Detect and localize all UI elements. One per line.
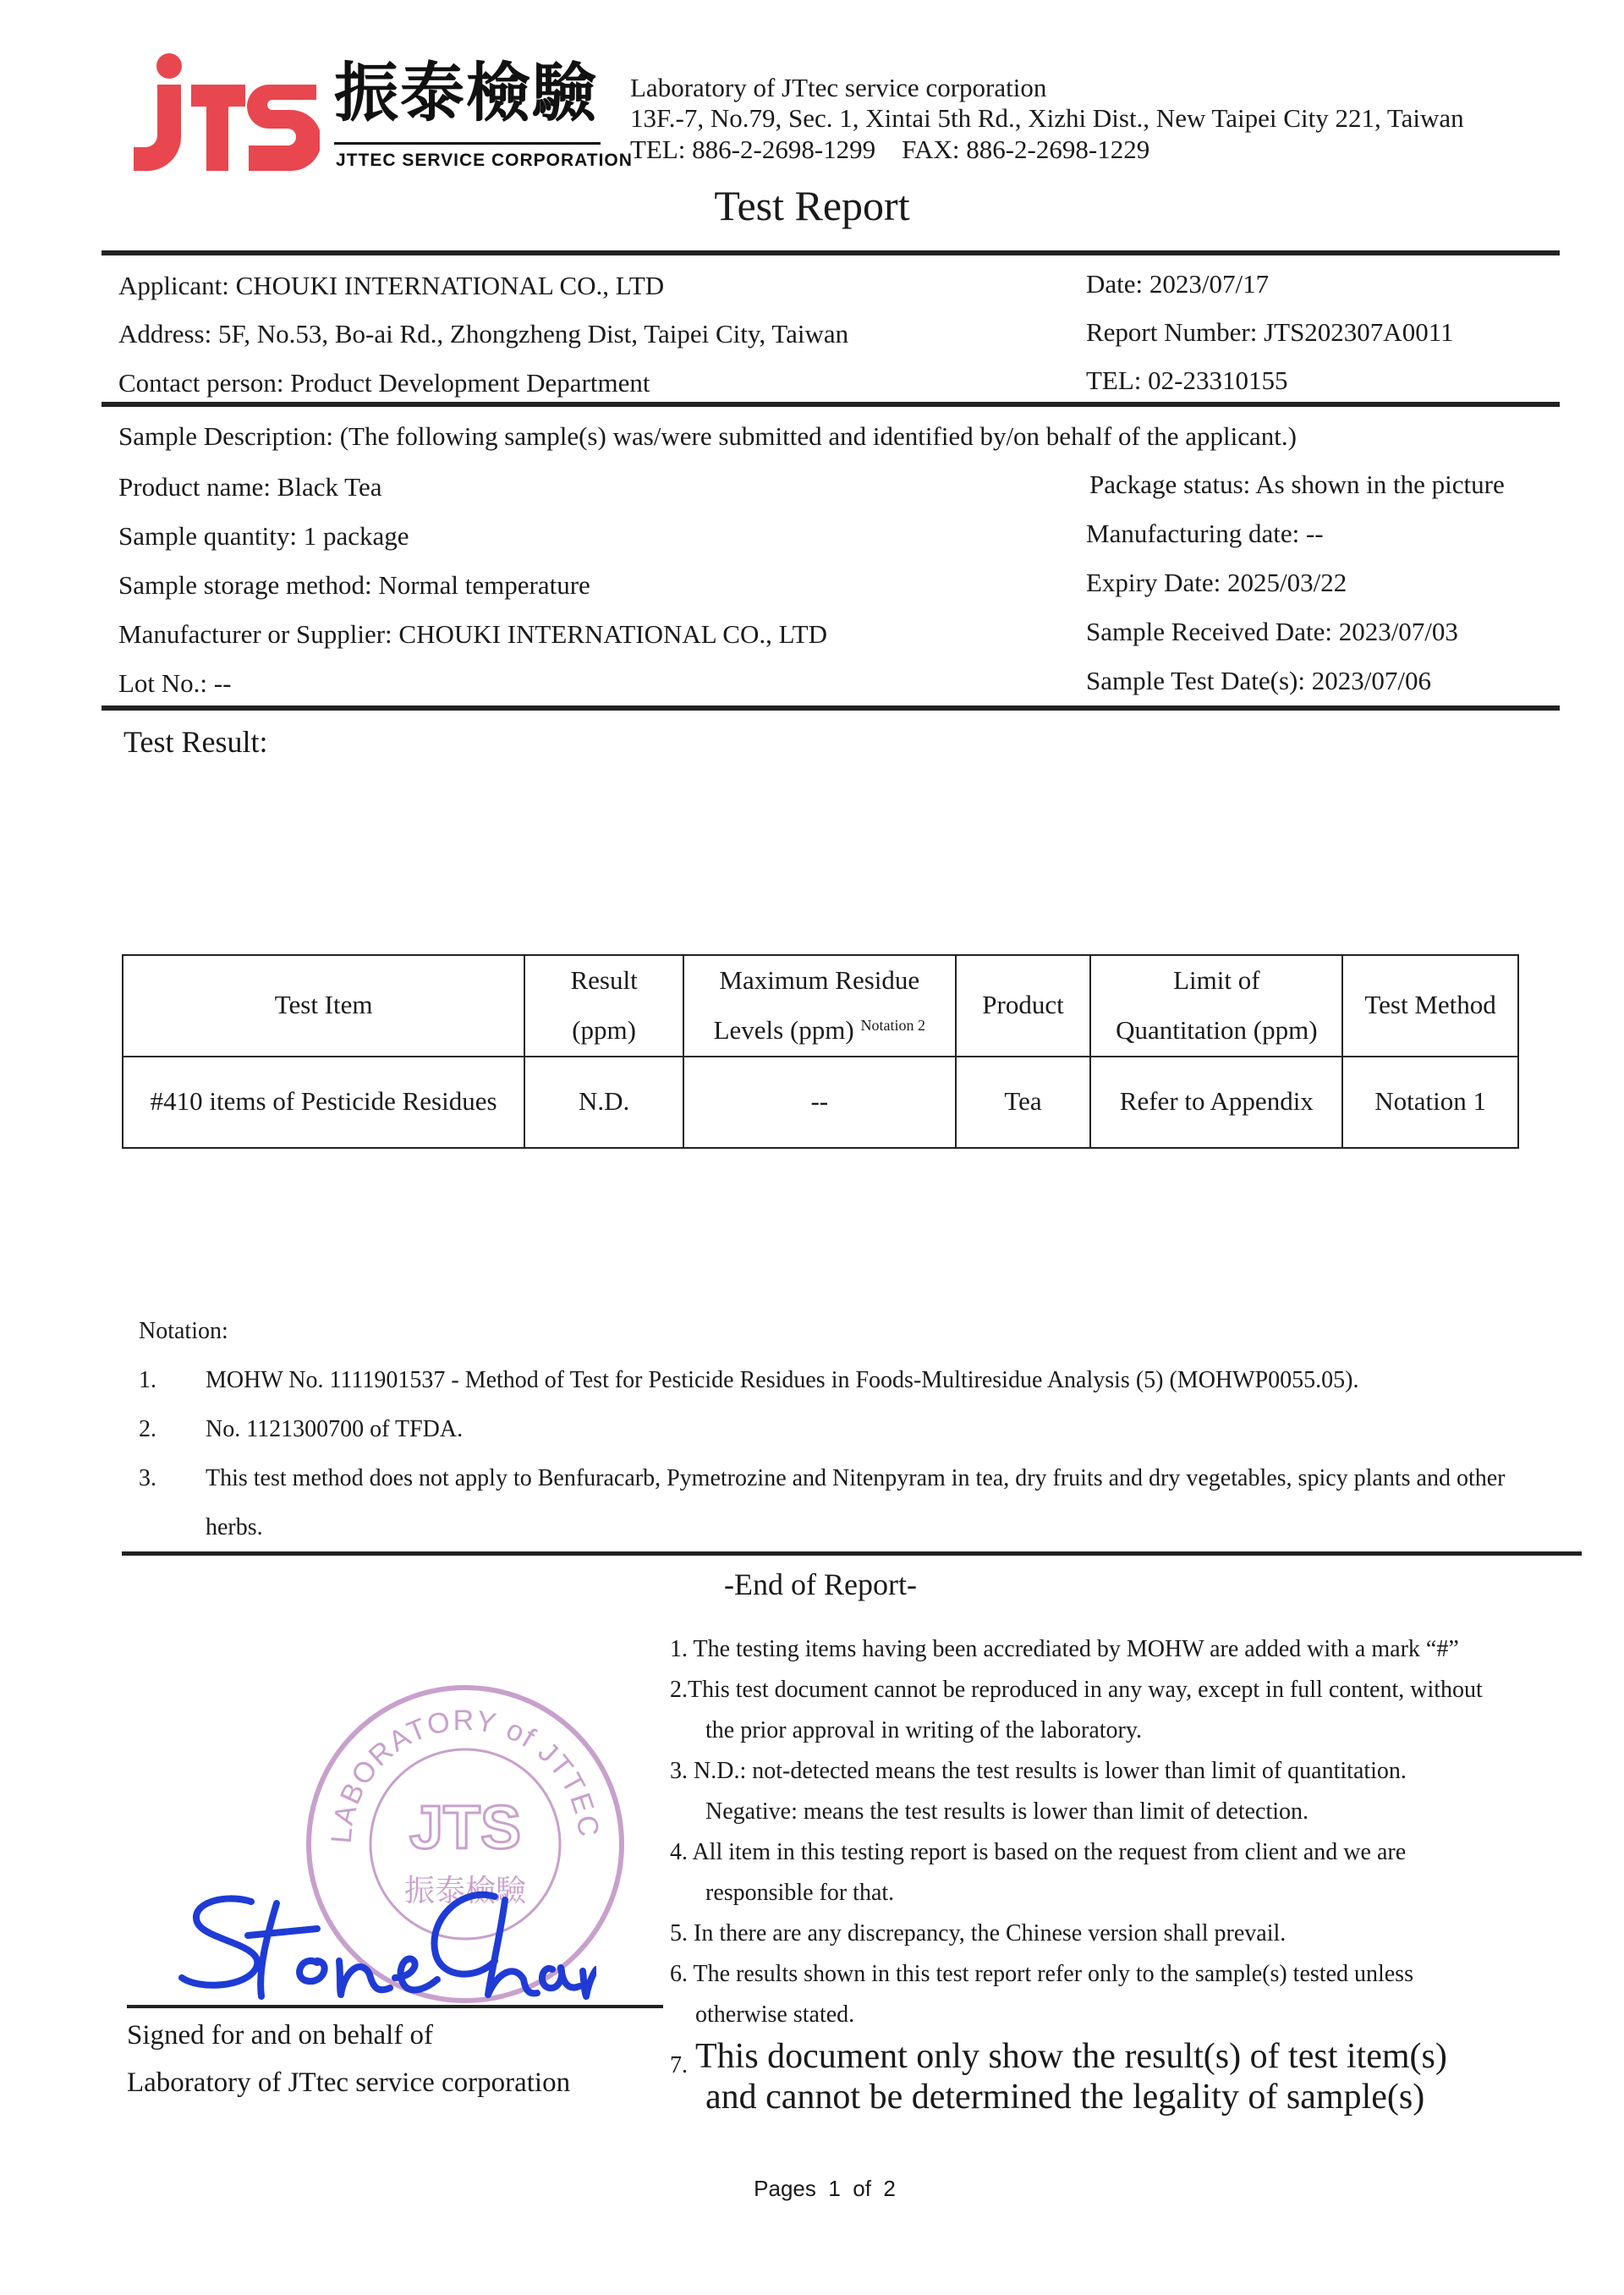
report-date: Date: 2023/07/17 xyxy=(1086,269,1270,299)
notation-text: This test method does not apply to Benfuracarb, Pymetrozine and Nitenpyram in tea, dry fruits and dry vegetables, spicy plants and other xyxy=(206,1465,1506,1491)
disclaimer-line: Negative: means the test results is lower than limit of detection. xyxy=(705,1798,1309,1825)
lot-number: Lot No.: -- xyxy=(118,668,232,698)
logo-divider xyxy=(334,142,601,145)
cell-loq: Refer to Appendix xyxy=(1090,1057,1342,1148)
notation-number: 2. xyxy=(139,1416,156,1442)
divider xyxy=(102,250,1560,255)
company-logo xyxy=(125,49,320,176)
disclaimer-line: 4. All item in this testing report is based on the request from client and we are xyxy=(670,1839,1407,1865)
manufacturer: Manufacturer or Supplier: CHOUKI INTERNATIONAL CO., LTD xyxy=(118,619,827,649)
test-dates: Sample Test Date(s): 2023/07/06 xyxy=(1086,666,1431,695)
svg-text:JTS: JTS xyxy=(409,1794,522,1862)
divider xyxy=(102,402,1560,407)
disclaimer-number: 7. xyxy=(670,2052,688,2078)
logo-english-name: JTTEC SERVICE CORPORATION xyxy=(336,151,633,170)
signed-label: Signed for and on behalf of xyxy=(127,2020,433,2051)
disclaimer-line: responsible for that. xyxy=(705,1880,895,1906)
disclaimer-line: This document only show the result(s) of test item(s) xyxy=(695,2037,1447,2076)
notation-heading: Notation: xyxy=(139,1318,228,1344)
signature xyxy=(173,1869,596,2013)
divider xyxy=(102,706,1560,711)
cell-result: N.D. xyxy=(524,1057,683,1148)
test-result-heading: Test Result: xyxy=(123,725,268,759)
page-number: Pages 1 of 2 xyxy=(754,2176,896,2201)
table-header-row xyxy=(123,955,1518,1057)
disclaimer-line: 2.This test document cannot be reproduced in any way, except in full content, without xyxy=(670,1677,1483,1703)
notation-text: No. 1121300700 of TFDA. xyxy=(206,1416,464,1442)
report-number: Report Number: JTS202307A0011 xyxy=(1086,317,1454,347)
notation-superscript: Notation 2 xyxy=(860,1016,925,1034)
notation-text-continued: herbs. xyxy=(206,1514,263,1540)
signature-line xyxy=(127,2005,663,2008)
notation-number: 3. xyxy=(139,1465,156,1491)
report-title: Test Report xyxy=(714,182,910,229)
disclaimer-line: 6. The results shown in this test report refer only to the sample(s) tested unless xyxy=(670,1961,1413,1987)
contact-person: Contact person: Product Development Department xyxy=(118,368,650,398)
results-table xyxy=(122,954,1519,1149)
svg-text:LABORATORY of JTTEC: LABORATORY of JTTEC xyxy=(325,1704,606,1845)
disclaimer-line: the prior approval in writing of the laboratory. xyxy=(705,1717,1143,1743)
sample-description: Sample Description: (The following sample(s) was/were submitted and identified by/on behalf of the applicant.) xyxy=(118,421,1297,451)
product-name: Product name: Black Tea xyxy=(118,472,382,502)
cell-product: Tea xyxy=(956,1057,1091,1148)
cell-test-item: #410 items of Pesticide Residues xyxy=(123,1057,524,1148)
lab-address: 13F.-7, No.79, Sec. 1, Xintai 5th Rd., Xizhi Dist., New Taipei City 221, Taiwan xyxy=(630,103,1464,133)
column-header-result: Result (ppm) xyxy=(524,955,683,1057)
disclaimer-line: otherwise stated. xyxy=(695,2001,855,2028)
divider xyxy=(122,1551,1582,1556)
column-header-loq: Limit of Quantitation (ppm) xyxy=(1090,955,1342,1057)
cell-test-method: Notation 1 xyxy=(1342,1057,1518,1148)
manufacturing-date: Manufacturing date: -- xyxy=(1086,519,1324,548)
applicant-name: Applicant: CHOUKI INTERNATIONAL CO., LTD xyxy=(118,271,665,300)
sample-storage: Sample storage method: Normal temperature xyxy=(118,570,590,600)
received-date: Sample Received Date: 2023/07/03 xyxy=(1086,617,1458,646)
notation-text: MOHW No. 1111901537 - Method of Test for Pesticide Residues in Foods-Multiresidue Analysis (5) (MOHWP0055.05). xyxy=(206,1367,1359,1393)
column-header-mrl: Maximum Residue Levels (ppm) $^{Notation 2}$ xyxy=(683,955,956,1057)
svg-text:振泰檢驗: 振泰檢驗 xyxy=(403,1874,527,1908)
signing-lab: Laboratory of JTtec service corporation xyxy=(127,2067,571,2098)
disclaimer-line: 1. The testing items having been accrediated by MOHW are added with a mark “#” xyxy=(670,1636,1459,1662)
expiry-date: Expiry Date: 2025/03/22 xyxy=(1086,568,1347,597)
column-header-product: Product xyxy=(956,955,1091,1057)
disclaimer-line: 3. N.D.: not-detected means the test results is lower than limit of quantitation. xyxy=(670,1758,1407,1784)
applicant-address: Address: 5F, No.53, Bo-ai Rd., Zhongzheng Dist, Taipei City, Taiwan xyxy=(118,319,849,349)
package-status: Package status: As shown in the picture xyxy=(1089,469,1505,499)
logo-chinese-name: 振泰檢驗 xyxy=(334,55,598,130)
cell-mrl: -- xyxy=(683,1057,956,1148)
column-header-test-item: Test Item xyxy=(123,955,524,1057)
applicant-tel: TEL: 02-23310155 xyxy=(1086,365,1288,395)
column-header-test-method: Test Method xyxy=(1342,955,1518,1057)
end-of-report: -End of Report- xyxy=(724,1568,917,1601)
lab-name: Laboratory of JTtec service corporation xyxy=(630,73,1047,102)
sample-quantity: Sample quantity: 1 package xyxy=(118,521,409,551)
lab-phone: TEL: 886-2-2698-1299 FAX: 886-2-2698-1229 xyxy=(630,135,1150,164)
disclaimer-line: 5. In there are any discrepancy, the Chinese version shall prevail. xyxy=(670,1920,1287,1946)
table-row xyxy=(123,1057,1518,1148)
disclaimer-line: and cannot be determined the legality of sample(s) xyxy=(705,2078,1425,2117)
notation-number: 1. xyxy=(139,1367,156,1393)
